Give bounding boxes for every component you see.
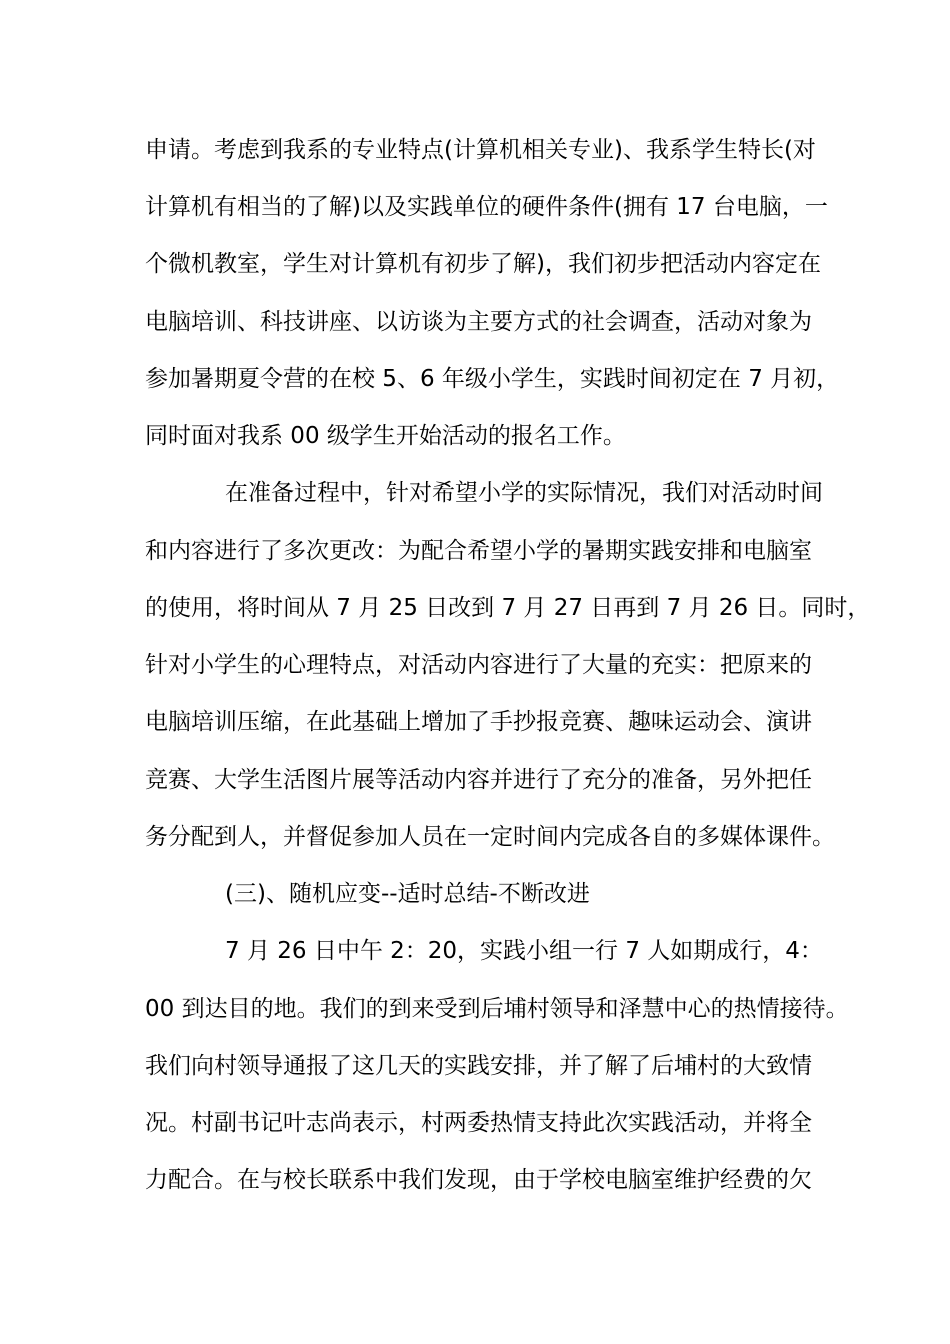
text-line: 针对小学生的心理特点，对活动内容进行了大量的充实：把原来的 [145,652,812,678]
paragraph-first-line: 在准备过程中，针对希望小学的实际情况，我们对活动时间 [225,480,823,506]
text-line: 同时面对我系 00 级学生开始活动的报名工作。 [145,423,626,449]
text-line: 个微机教室，学生对计算机有初步了解)，我们初步把活动内容定在 [145,251,821,277]
text-line: 00 到达目的地。我们的到来受到后埔村领导和泽慧中心的热情接待。 [145,996,849,1022]
paragraph-first-line: 7 月 26 日中午 2：20，实践小组一行 7 人如期成行，4： [225,938,823,964]
text-line: 电脑培训压缩，在此基础上增加了手抄报竞赛、趣味运动会、演讲 [145,709,812,735]
text-line: 我们向村领导通报了这几天的实践安排，并了解了后埔村的大致情 [145,1053,812,1079]
text-line: 务分配到人，并督促参加人员在一定时间内完成各自的多媒体课件。 [145,824,835,850]
text-line: 竞赛、大学生活图片展等活动内容并进行了充分的准备，另外把任 [145,767,812,793]
text-line: 参加暑期夏令营的在校 5、6 年级小学生，实践时间初定在 7 月初， [145,366,840,392]
section-heading: (三)、随机应变--适时总结-不断改进 [225,881,590,907]
text-line: 和内容进行了多次更改：为配合希望小学的暑期实践安排和电脑室 [145,538,812,564]
text-line: 力配合。在与校长联系中我们发现，由于学校电脑室维护经费的欠 [145,1167,812,1193]
text-line: 况。村副书记叶志尚表示，村两委热情支持此次实践活动，并将全 [145,1110,812,1136]
text-line: 申请。考虑到我系的专业特点(计算机相关专业)、我系学生特长(对 [145,137,816,163]
text-line: 的使用，将时间从 7 月 25 日改到 7 月 27 日再到 7 月 26 日。同时， [145,595,871,621]
text-line: 计算机有相当的了解)以及实践单位的硬件条件(拥有 17 台电脑，一 [145,194,828,220]
text-line: 电脑培训、科技讲座、以访谈为主要方式的社会调查，活动对象为 [145,309,812,335]
